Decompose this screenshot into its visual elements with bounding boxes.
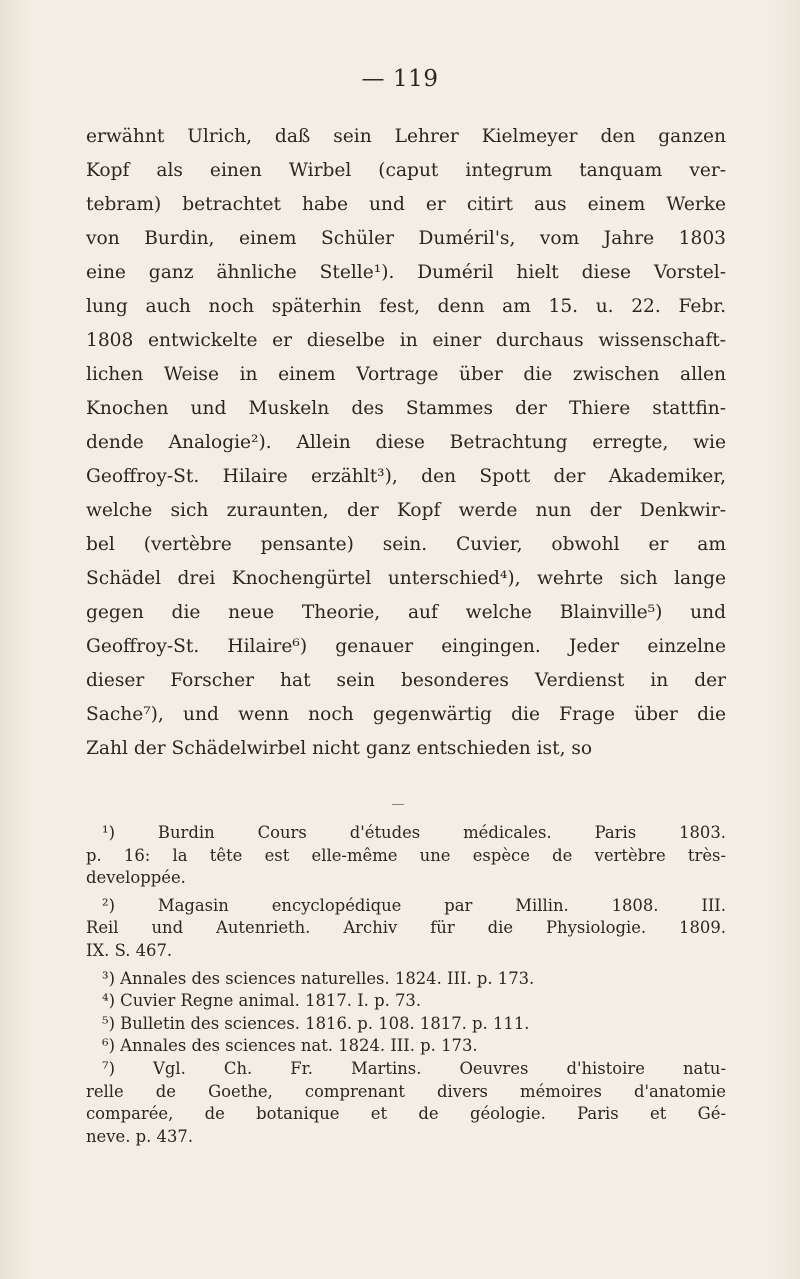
page-number-header <box>0 66 800 92</box>
body-line: 1808 entwickelte er dieselbe in einer durchaus wissenschaft- <box>86 330 726 351</box>
footnote-line: developpée. <box>86 868 186 888</box>
body-line: gegen die neue Theorie, auf welche Blainville⁵) und <box>86 602 726 623</box>
body-line: dende Analogie²). Allein diese Betrachtung erregte, wie <box>86 432 726 453</box>
body-line: Knochen und Muskeln des Stammes der Thiere stattfin- <box>86 398 726 419</box>
body-line: lichen Weise in einem Vortrage über die zwischen allen <box>86 364 726 385</box>
body-text <box>86 120 726 766</box>
footnote-line: ⁴) Cuvier Regne animal. 1817. I. p. 73. <box>102 991 422 1011</box>
footnote-line: ²) Magasin encyclopédique par Millin. 1808. III. <box>102 895 726 915</box>
footnote-line: Reil und Autenrieth. Archiv für die Physiologie. 1809. <box>86 918 726 938</box>
body-line: Sache⁷), und wenn noch gegenwärtig die Frage über die <box>86 704 726 725</box>
body-line: Kopf als einen Wirbel (caput integrum tanquam ver- <box>86 160 726 181</box>
body-line: welche sich zuraunten, der Kopf werde nun der Denkwir- <box>86 500 726 521</box>
body-line: lung auch noch späterhin fest, denn am 15. u. 22. Febr. <box>86 296 726 317</box>
body-line: eine ganz ähnliche Stelle¹). Duméril hielt diese Vorstel- <box>86 262 726 283</box>
footnote-line: ⁷) Vgl. Ch. Fr. Martins. Oeuvres d'histoire natu- <box>102 1058 726 1078</box>
footnote-line: comparée, de botanique et de géologie. Paris et Gé- <box>86 1104 726 1124</box>
footnotes <box>86 822 726 1148</box>
footnote-line: ⁶) Annales des sciences nat. 1824. III. p. 173. <box>102 1036 478 1056</box>
body-line: von Burdin, einem Schüler Duméril's, vom Jahre 1803 <box>86 228 726 249</box>
body-line: dieser Forscher hat sein besonderes Verdienst in der <box>86 670 726 691</box>
body-line: Schädel drei Knochengürtel unterschied⁴), wehrte sich lange <box>86 568 726 589</box>
footnote-line: ¹) Burdin Cours d'études médicales. Paris 1803. <box>102 823 726 842</box>
footnote-line: IX. S. 467. <box>86 940 173 960</box>
body-line: Geoffroy-St. Hilaire⁶) genauer eingingen. Jeder einzelne <box>86 636 726 657</box>
footnote-line: relle de Goethe, comprenant divers mémoires d'anatomie <box>86 1081 726 1101</box>
body-line: bel (vertèbre pensante) sein. Cuvier, obwohl er am <box>86 534 726 555</box>
footnote-line: neve. p. 437. <box>86 1126 194 1146</box>
footnote-line: ³) Annales des sciences naturelles. 1824. III. p. 173. <box>102 968 535 988</box>
body-line: erwähnt Ulrich, daß sein Lehrer Kielmeyer den ganzen <box>86 126 726 147</box>
page-number: 119 <box>393 66 439 92</box>
footnote-separator <box>392 804 404 805</box>
header-dash: — <box>361 66 386 92</box>
body-line: tebram) betrachtet habe und er citirt aus einem Werke <box>86 194 726 215</box>
body-line: Zahl der Schädelwirbel nicht ganz entschieden ist, so <box>86 738 593 759</box>
footnote-line: p. 16: la tête est elle-même une espèce de vertèbre très- <box>86 845 726 865</box>
footnote-line: ⁵) Bulletin des sciences. 1816. p. 108. 1817. p. 111. <box>102 1013 530 1033</box>
body-line: Geoffroy-St. Hilaire erzählt³), den Spott der Akademiker, <box>86 466 726 487</box>
